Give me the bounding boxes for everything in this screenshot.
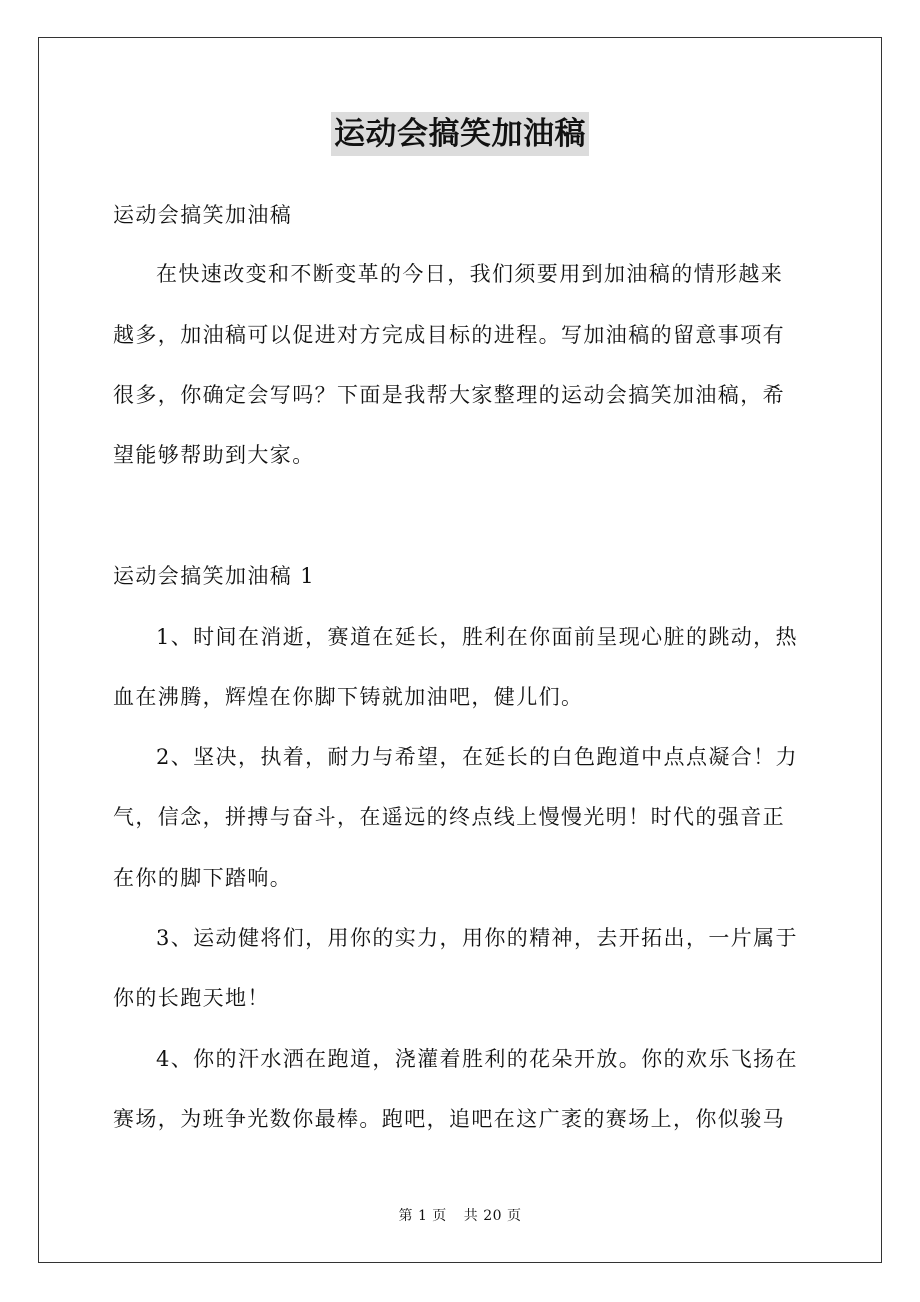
- section-heading: 运动会搞笑加油稿 1: [113, 564, 316, 588]
- item-line: 赛场，为班争光数你最棒。跑吧，追吧在这广袤的赛场上，你似骏马: [113, 1107, 785, 1131]
- item-line: 1、时间在消逝，赛道在延长，胜利在你面前呈现心脏的跳动，热: [156, 625, 798, 649]
- item-line: 你的长跑天地！: [113, 986, 270, 1010]
- item-line: 血在沸腾，辉煌在你脚下铸就加油吧，健儿们。: [113, 685, 584, 709]
- intro-line: 望能够帮助到大家。: [113, 443, 315, 467]
- intro-line: 很多，你确定会写吗？下面是我帮大家整理的运动会搞笑加油稿，希: [113, 383, 785, 407]
- item-line: 气，信念，拼搏与奋斗，在遥远的终点线上慢慢光明！时代的强音正: [113, 805, 785, 829]
- item-line: 4、你的汗水洒在跑道，浇灌着胜利的花朵开放。你的欢乐飞扬在: [156, 1047, 798, 1071]
- document-subtitle: 运动会搞笑加油稿: [113, 203, 293, 227]
- page-total: 共 20 页: [463, 1208, 522, 1224]
- document-title-block: [0, 112, 920, 156]
- page-number: 第 1 页: [398, 1208, 447, 1224]
- page-footer: [0, 1205, 920, 1225]
- item-line: 在你的脚下踏响。: [113, 866, 293, 890]
- intro-line: 在快速改变和不断变革的今日，我们须要用到加油稿的情形越来: [156, 262, 784, 286]
- item-line: 3、运动健将们，用你的实力，用你的精神，去开拓出，一片属于: [156, 926, 798, 950]
- item-line: 2、坚决，执着，耐力与希望，在延长的白色跑道中点点凝合！力: [156, 745, 798, 769]
- document-title: 运动会搞笑加油稿: [331, 112, 589, 156]
- intro-line: 越多，加油稿可以促进对方完成目标的进程。写加油稿的留意事项有: [113, 323, 785, 347]
